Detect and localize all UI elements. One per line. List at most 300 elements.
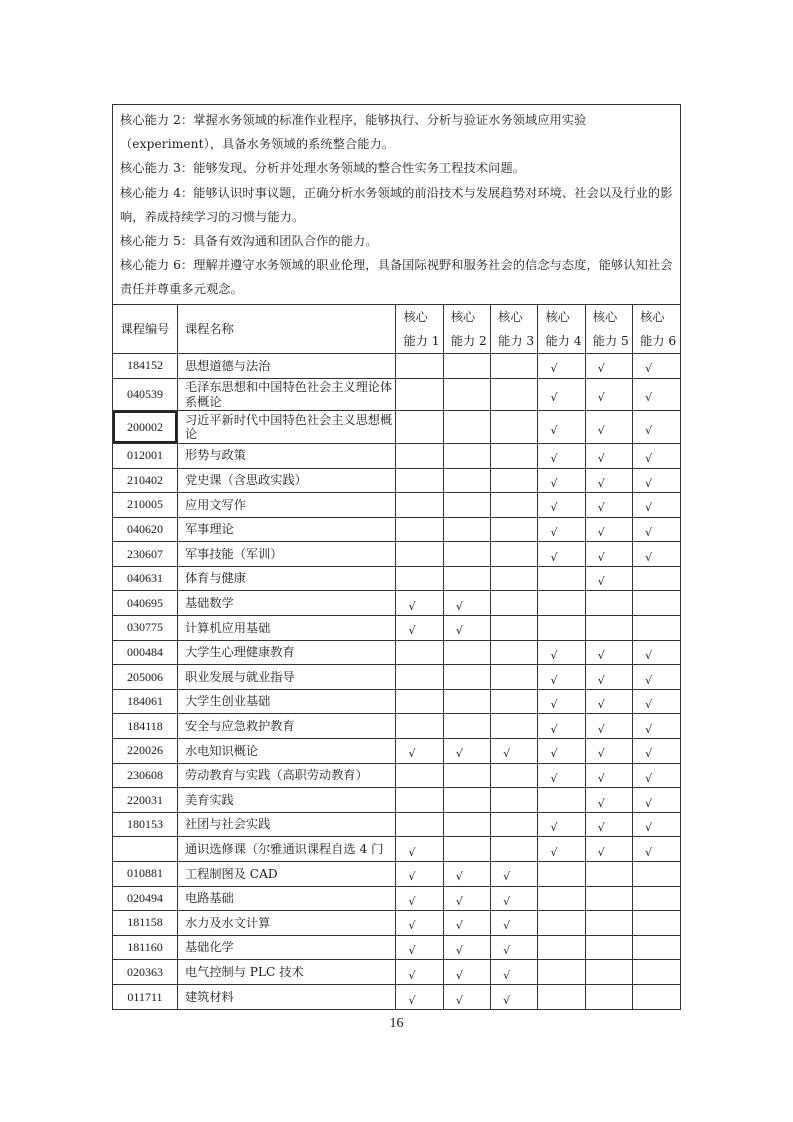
course-name-cell: 水电知识概论: [177, 739, 396, 764]
course-name-cell: 通识选修课（尔雅通识课程自选 4 门: [177, 837, 396, 862]
course-name-cell: 军事技能（军训）: [177, 542, 396, 567]
capability-3-cell: [491, 542, 538, 567]
capability-4-cell: [538, 862, 585, 887]
capability-6-cell: [633, 378, 680, 411]
course-code-cell: 184061: [113, 689, 177, 714]
check-mark-icon: √: [645, 673, 653, 687]
capability-3-cell: [491, 517, 538, 542]
table-row: [113, 443, 680, 468]
course-code-cell: 180153: [113, 812, 177, 837]
capability-4-cell: [538, 665, 585, 690]
capability-3-cell: [491, 911, 538, 936]
capability-1-cell: [396, 411, 443, 444]
capability-5-cell: [585, 354, 632, 379]
capability-5-cell: [585, 566, 632, 591]
capability-3-cell: [491, 411, 538, 444]
check-mark-icon: √: [550, 501, 558, 515]
capability-4-cell: [538, 378, 585, 411]
check-mark-icon: √: [550, 722, 558, 736]
capability-2-cell: [443, 443, 490, 468]
capability-3-cell: [491, 443, 538, 468]
capability-6-cell: [633, 812, 680, 837]
check-mark-icon: √: [455, 894, 463, 908]
capability-3-cell: [491, 763, 538, 788]
check-mark-icon: √: [645, 501, 653, 515]
course-name-cell: 思想道德与法治: [177, 354, 396, 379]
capability-3-cell: [491, 886, 538, 911]
check-mark-icon: √: [503, 894, 511, 908]
header-cap-line1: 核心: [450, 309, 476, 324]
table-row: [113, 493, 680, 518]
check-mark-icon: √: [503, 944, 511, 958]
course-code-cell: 230607: [113, 542, 177, 567]
check-mark-icon: √: [645, 796, 653, 810]
check-mark-icon: √: [597, 362, 605, 376]
capability-6-cell: [633, 984, 680, 1009]
capability-5-cell: [585, 468, 632, 493]
course-name-cell: 社团与社会实践: [177, 812, 396, 837]
check-mark-icon: √: [550, 391, 558, 405]
header-cap-line1: 核心: [592, 309, 618, 324]
course-code-cell: 181160: [113, 935, 177, 960]
capability-1-cell: [396, 984, 443, 1009]
course-code-cell: 205006: [113, 665, 177, 690]
capability-1-cell: [396, 935, 443, 960]
capability-6-cell: [633, 862, 680, 887]
capability-4-cell: [538, 689, 585, 714]
capability-4-cell: [538, 493, 585, 518]
capability-2-cell: [443, 714, 490, 739]
capability-5-cell: [585, 763, 632, 788]
capability-2-cell: [443, 960, 490, 985]
check-mark-icon: √: [597, 452, 605, 466]
capability-3-cell: [491, 689, 538, 714]
table-row: [113, 566, 680, 591]
capability-4-cell: [538, 886, 585, 911]
capability-1-cell: [396, 616, 443, 641]
capability-4-cell: [538, 566, 585, 591]
header-capability-4: [538, 305, 585, 354]
table-row: [113, 960, 680, 985]
capability-1-cell: [396, 763, 443, 788]
capability-4-cell: [538, 354, 585, 379]
capability-5-cell: [585, 984, 632, 1009]
check-mark-icon: √: [645, 648, 653, 662]
course-name-cell: 电路基础: [177, 886, 396, 911]
check-mark-icon: √: [408, 599, 416, 613]
check-mark-icon: √: [645, 423, 653, 437]
capability-5-description: 核心能力 5：具备有效沟通和团队合作的能力。: [120, 234, 378, 249]
course-code-cell: 040620: [113, 517, 177, 542]
course-code-cell: 210005: [113, 493, 177, 518]
check-mark-icon: √: [597, 550, 605, 564]
capability-matrix-sheet: [112, 104, 681, 1010]
capability-5-cell: [585, 378, 632, 411]
capability-1-cell: [396, 665, 443, 690]
check-mark-icon: √: [645, 771, 653, 785]
capability-2-cell: [443, 788, 490, 813]
course-name-cell: 工程制图及 CAD: [177, 862, 396, 887]
capability-6-cell: [633, 911, 680, 936]
check-mark-icon: √: [645, 391, 653, 405]
capability-2-cell: [443, 493, 490, 518]
capability-6-cell: [633, 542, 680, 567]
capability-2-cell: [443, 411, 490, 444]
table-row: [113, 862, 680, 887]
capability-2-description: 核心能力 2：掌握水务领域的标准作业程序，能够执行、分析与验证水务领域应用实验（experiment），具备水务领域的系统整合能力。: [120, 113, 587, 152]
capability-5-cell: [585, 542, 632, 567]
capability-1-cell: [396, 591, 443, 616]
check-mark-icon: √: [597, 845, 605, 859]
course-name-cell: 电气控制与 PLC 技术: [177, 960, 396, 985]
check-mark-icon: √: [645, 747, 653, 761]
capability-1-cell: [396, 493, 443, 518]
header-cap-line2: 能力 2: [450, 333, 487, 348]
course-code-cell: 030775: [113, 616, 177, 641]
check-mark-icon: √: [597, 722, 605, 736]
capability-5-cell: [585, 443, 632, 468]
capability-2-cell: [443, 911, 490, 936]
check-mark-icon: √: [455, 968, 463, 982]
capability-3-cell: [491, 812, 538, 837]
header-cap-line1: 核心: [545, 309, 570, 324]
capability-1-cell: [396, 542, 443, 567]
course-code-cell: 011711: [113, 984, 177, 1009]
capability-1-cell: [396, 443, 443, 468]
course-name-cell: 职业发展与就业指导: [177, 665, 396, 690]
capability-1-cell: [396, 960, 443, 985]
capability-2-cell: [443, 837, 490, 862]
table-row: [113, 411, 680, 444]
capability-6-cell: [633, 886, 680, 911]
capability-5-cell: [585, 665, 632, 690]
capability-3-cell: [491, 493, 538, 518]
check-mark-icon: √: [503, 747, 511, 761]
table-row: [113, 378, 680, 411]
capability-1-cell: [396, 517, 443, 542]
capability-2-cell: [443, 468, 490, 493]
course-name-cell: 建筑材料: [177, 984, 396, 1009]
check-mark-icon: √: [645, 845, 653, 859]
capability-5-cell: [585, 517, 632, 542]
table-row: [113, 354, 680, 379]
check-mark-icon: √: [455, 944, 463, 958]
check-mark-icon: √: [455, 624, 463, 638]
header-capability-3: [491, 305, 538, 354]
capability-4-cell: [538, 960, 585, 985]
capability-4-cell: [538, 935, 585, 960]
check-mark-icon: √: [408, 894, 416, 908]
capability-4-cell: [538, 763, 585, 788]
course-code-cell: 020494: [113, 886, 177, 911]
capability-3-cell: [491, 960, 538, 985]
capability-4-cell: [538, 911, 585, 936]
check-mark-icon: √: [597, 771, 605, 785]
capability-5-cell: [585, 714, 632, 739]
course-name-cell: 劳动教育与实践（高职劳动教育）: [177, 763, 396, 788]
table-row: [113, 714, 680, 739]
capability-5-cell: [585, 862, 632, 887]
capability-3-cell: [491, 665, 538, 690]
capability-6-cell: [633, 443, 680, 468]
check-mark-icon: √: [503, 870, 511, 884]
capability-6-cell: [633, 714, 680, 739]
check-mark-icon: √: [455, 919, 463, 933]
check-mark-icon: √: [597, 648, 605, 662]
course-name-cell: 基础数学: [177, 591, 396, 616]
capability-5-cell: [585, 493, 632, 518]
check-mark-icon: √: [597, 673, 605, 687]
capability-6-cell: [633, 739, 680, 764]
course-name-cell: 党史课（含思政实践）: [177, 468, 396, 493]
course-code-cell: 184152: [113, 354, 177, 379]
course-name-cell: 安全与应急救护教育: [177, 714, 396, 739]
check-mark-icon: √: [550, 648, 558, 662]
table-row: [113, 616, 680, 641]
course-name-cell: 习近平新时代中国特色社会主义思想概论: [177, 411, 396, 444]
check-mark-icon: √: [550, 845, 558, 859]
capability-6-description: 核心能力 6：理解并遵守水务领域的职业伦理，具备国际视野和服务社会的信念与态度，能够认知社会责任并尊重多元观念。: [120, 258, 673, 297]
capability-3-description: 核心能力 3：能够发现、分析并处理水务领域的整合性实务工程技术问题。: [120, 161, 526, 176]
table-row: [113, 665, 680, 690]
course-name-cell: 应用文写作: [177, 493, 396, 518]
capability-6-cell: [633, 517, 680, 542]
check-mark-icon: √: [597, 525, 605, 539]
capability-6-cell: [633, 640, 680, 665]
capability-2-cell: [443, 566, 490, 591]
capability-3-cell: [491, 354, 538, 379]
header-cap-line1: 核心: [403, 309, 428, 324]
capability-3-cell: [491, 640, 538, 665]
table-row: [113, 911, 680, 936]
check-mark-icon: √: [597, 575, 605, 589]
capability-4-cell: [538, 837, 585, 862]
check-mark-icon: √: [550, 452, 558, 466]
header-cap-line2: 能力 1: [403, 333, 440, 348]
table-row: [113, 468, 680, 493]
capability-6-cell: [633, 689, 680, 714]
capability-5-cell: [585, 788, 632, 813]
check-mark-icon: √: [550, 550, 558, 564]
table-row: [113, 640, 680, 665]
table-row: [113, 689, 680, 714]
header-cap-line1: 核心: [640, 309, 665, 324]
capability-1-cell: [396, 886, 443, 911]
course-code-cell: 040695: [113, 591, 177, 616]
course-name-cell: 基础化学: [177, 935, 396, 960]
check-mark-icon: √: [645, 821, 653, 835]
capability-1-cell: [396, 640, 443, 665]
capability-6-cell: [633, 591, 680, 616]
capability-1-cell: [396, 566, 443, 591]
course-capability-table: [113, 305, 680, 1009]
capability-2-cell: [443, 616, 490, 641]
course-code-cell: 230608: [113, 763, 177, 788]
capability-3-cell: [491, 739, 538, 764]
capability-3-cell: [491, 378, 538, 411]
capability-5-cell: [585, 886, 632, 911]
capability-1-cell: [396, 837, 443, 862]
check-mark-icon: √: [645, 550, 653, 564]
header-cap-line2: 能力 4: [545, 333, 582, 348]
check-mark-icon: √: [408, 624, 416, 638]
check-mark-icon: √: [645, 452, 653, 466]
check-mark-icon: √: [550, 771, 558, 785]
capability-2-cell: [443, 935, 490, 960]
table-row: [113, 812, 680, 837]
course-code-cell: 040539: [113, 378, 177, 411]
course-name-cell: 计算机应用基础: [177, 616, 396, 641]
capability-3-cell: [491, 616, 538, 641]
capability-1-cell: [396, 378, 443, 411]
check-mark-icon: √: [597, 821, 605, 835]
check-mark-icon: √: [550, 673, 558, 687]
header-cap-line1: 核心: [498, 309, 523, 324]
capability-6-cell: [633, 354, 680, 379]
capability-3-cell: [491, 591, 538, 616]
course-name-cell: 大学生心理健康教育: [177, 640, 396, 665]
course-code-cell: 012001: [113, 443, 177, 468]
course-code-cell: 040631: [113, 566, 177, 591]
table-row: [113, 935, 680, 960]
capability-6-cell: [633, 960, 680, 985]
header-capability-1: [396, 305, 443, 354]
check-mark-icon: √: [645, 698, 653, 712]
capability-4-cell: [538, 468, 585, 493]
capability-4-cell: [538, 812, 585, 837]
check-mark-icon: √: [503, 919, 511, 933]
table-row: [113, 591, 680, 616]
capability-3-cell: [491, 788, 538, 813]
capability-6-cell: [633, 566, 680, 591]
capability-4-cell: [538, 640, 585, 665]
capability-1-cell: [396, 689, 443, 714]
check-mark-icon: √: [597, 501, 605, 515]
table-header-row: [113, 305, 680, 354]
check-mark-icon: √: [550, 423, 558, 437]
capability-6-cell: [633, 616, 680, 641]
check-mark-icon: √: [550, 821, 558, 835]
capability-2-cell: [443, 542, 490, 567]
check-mark-icon: √: [550, 525, 558, 539]
header-capability-2: [443, 305, 490, 354]
capability-5-cell: [585, 812, 632, 837]
capability-5-cell: [585, 640, 632, 665]
check-mark-icon: √: [408, 944, 416, 958]
course-code-cell: 184118: [113, 714, 177, 739]
capability-1-cell: [396, 788, 443, 813]
header-capability-5: [585, 305, 632, 354]
check-mark-icon: √: [455, 599, 463, 613]
check-mark-icon: √: [455, 747, 463, 761]
course-name-cell: 大学生创业基础: [177, 689, 396, 714]
course-code-cell: [113, 837, 177, 862]
capability-4-cell: [538, 714, 585, 739]
capability-1-cell: [396, 911, 443, 936]
capability-4-cell: [538, 984, 585, 1009]
course-code-cell: 210402: [113, 468, 177, 493]
check-mark-icon: √: [550, 476, 558, 490]
capability-2-cell: [443, 591, 490, 616]
check-mark-icon: √: [597, 698, 605, 712]
table-row: [113, 837, 680, 862]
capability-4-description: 核心能力 4：能够认识时事议题，正确分析水务领域的前沿技术与发展趋势对环境、社会以及行业的影响，养成持续学习的习惯与能力。: [120, 185, 673, 224]
check-mark-icon: √: [408, 845, 416, 859]
capability-4-cell: [538, 411, 585, 444]
capability-3-cell: [491, 566, 538, 591]
capability-2-cell: [443, 862, 490, 887]
check-mark-icon: √: [408, 919, 416, 933]
capability-3-cell: [491, 862, 538, 887]
capability-2-cell: [443, 886, 490, 911]
check-mark-icon: √: [597, 423, 605, 437]
header-course-name: 课程名称: [177, 305, 396, 354]
capability-2-cell: [443, 517, 490, 542]
capability-2-cell: [443, 354, 490, 379]
capability-5-cell: [585, 689, 632, 714]
course-name-cell: 水力及水文计算: [177, 911, 396, 936]
capability-6-cell: [633, 665, 680, 690]
check-mark-icon: √: [408, 870, 416, 884]
capability-5-cell: [585, 591, 632, 616]
capability-5-cell: [585, 411, 632, 444]
header-capability-6: [633, 305, 680, 354]
table-row: [113, 788, 680, 813]
capability-4-cell: [538, 616, 585, 641]
capability-1-cell: [396, 354, 443, 379]
capability-5-cell: [585, 960, 632, 985]
header-cap-line2: 能力 5: [592, 333, 629, 348]
capability-4-cell: [538, 591, 585, 616]
check-mark-icon: √: [597, 391, 605, 405]
capability-1-cell: [396, 862, 443, 887]
capability-2-cell: [443, 984, 490, 1009]
page-number: 16: [389, 1016, 404, 1031]
capability-4-cell: [538, 517, 585, 542]
course-name-cell: 美育实践: [177, 788, 396, 813]
course-rows: [113, 354, 680, 1009]
check-mark-icon: √: [550, 747, 558, 761]
capability-5-cell: [585, 911, 632, 936]
course-name-cell: 毛泽东思想和中国特色社会主义理论体系概论: [177, 378, 396, 411]
course-code-cell: 220031: [113, 788, 177, 813]
capability-6-cell: [633, 935, 680, 960]
course-code-cell: 181158: [113, 911, 177, 936]
check-mark-icon: √: [408, 993, 416, 1007]
table-row: [113, 763, 680, 788]
capability-4-cell: [538, 788, 585, 813]
capability-2-cell: [443, 763, 490, 788]
capability-3-cell: [491, 837, 538, 862]
check-mark-icon: √: [597, 747, 605, 761]
check-mark-icon: √: [503, 968, 511, 982]
capability-1-cell: [396, 714, 443, 739]
capability-2-cell: [443, 378, 490, 411]
capability-descriptions: [113, 105, 680, 305]
table-row: [113, 542, 680, 567]
header-cap-line2: 能力 6: [640, 333, 677, 348]
capability-1-cell: [396, 468, 443, 493]
capability-6-cell: [633, 411, 680, 444]
capability-2-cell: [443, 665, 490, 690]
capability-6-cell: [633, 468, 680, 493]
capability-4-cell: [538, 443, 585, 468]
check-mark-icon: √: [550, 362, 558, 376]
capability-5-cell: [585, 616, 632, 641]
capability-6-cell: [633, 493, 680, 518]
table-row: [113, 739, 680, 764]
capability-6-cell: [633, 837, 680, 862]
